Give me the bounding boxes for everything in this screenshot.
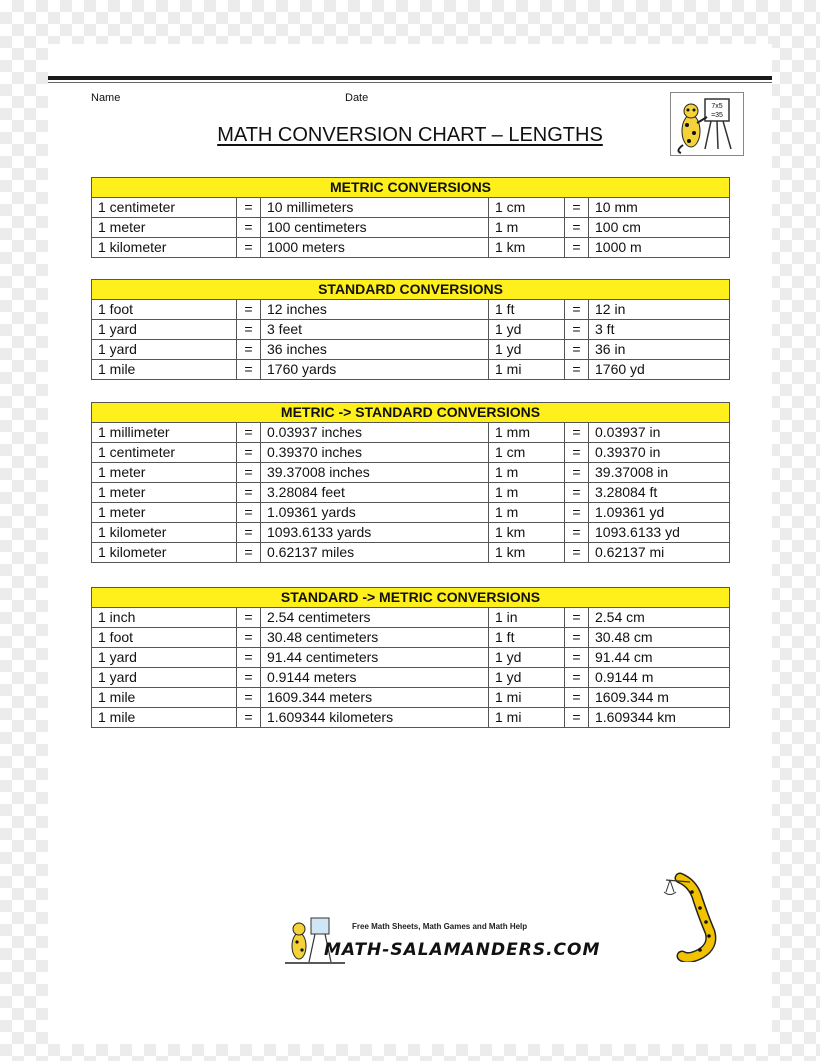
footer-tagline: Free Math Sheets, Math Games and Math Help	[352, 922, 528, 931]
equals-sign: =	[565, 360, 589, 380]
equals-sign: =	[565, 628, 589, 648]
section-header-row	[92, 178, 730, 198]
unit-label: 1 yard	[92, 340, 237, 360]
abbrev-value: 1.609344 km	[589, 708, 730, 728]
metric-conversions-table	[91, 177, 730, 258]
equals-sign: =	[237, 608, 261, 628]
name-label: Name	[91, 92, 121, 104]
table-row	[92, 503, 730, 523]
equals-sign: =	[237, 543, 261, 563]
unit-label: 1 inch	[92, 608, 237, 628]
table-row	[92, 360, 730, 380]
equals-sign: =	[237, 340, 261, 360]
equals-sign: =	[237, 300, 261, 320]
unit-abbrev: 1 cm	[489, 443, 565, 463]
equivalent-value: 0.39370 inches	[261, 443, 489, 463]
equals-sign: =	[237, 463, 261, 483]
salamander-scale-illustration	[660, 870, 740, 962]
abbrev-value: 0.39370 in	[589, 443, 730, 463]
abbrev-value: 36 in	[589, 340, 730, 360]
table-row	[92, 608, 730, 628]
unit-abbrev: 1 mi	[489, 688, 565, 708]
salamander-teacher-logo	[670, 92, 744, 156]
table-row	[92, 688, 730, 708]
equals-sign: =	[237, 423, 261, 443]
section-title: METRIC CONVERSIONS	[92, 178, 730, 198]
equals-sign: =	[237, 648, 261, 668]
table-row	[92, 523, 730, 543]
standard-to-metric-table	[91, 587, 730, 728]
section-header-row	[92, 280, 730, 300]
unit-label: 1 meter	[92, 503, 237, 523]
unit-abbrev: 1 m	[489, 463, 565, 483]
table-row	[92, 423, 730, 443]
equals-sign: =	[565, 443, 589, 463]
section-header-row	[92, 588, 730, 608]
unit-label: 1 mile	[92, 708, 237, 728]
table-row	[92, 238, 730, 258]
unit-abbrev: 1 km	[489, 523, 565, 543]
equals-sign: =	[237, 668, 261, 688]
equals-sign: =	[237, 688, 261, 708]
top-rule-thin	[48, 82, 772, 83]
unit-label: 1 centimeter	[92, 198, 237, 218]
table-row	[92, 483, 730, 503]
unit-label: 1 kilometer	[92, 523, 237, 543]
equals-sign: =	[237, 320, 261, 340]
equivalent-value: 39.37008 inches	[261, 463, 489, 483]
abbrev-value: 1093.6133 yd	[589, 523, 730, 543]
abbrev-value: 3 ft	[589, 320, 730, 340]
equals-sign: =	[237, 443, 261, 463]
table-row	[92, 543, 730, 563]
table-row	[92, 668, 730, 688]
equals-sign: =	[565, 543, 589, 563]
equals-sign: =	[237, 503, 261, 523]
logo-math-line-2: =35	[711, 112, 723, 119]
equals-sign: =	[237, 523, 261, 543]
equals-sign: =	[237, 238, 261, 258]
equals-sign: =	[237, 198, 261, 218]
unit-abbrev: 1 cm	[489, 198, 565, 218]
unit-label: 1 foot	[92, 628, 237, 648]
equals-sign: =	[565, 218, 589, 238]
logo-math-line-1: 7x5	[711, 103, 723, 110]
abbrev-value: 1.09361 yd	[589, 503, 730, 523]
table-row	[92, 463, 730, 483]
equals-sign: =	[565, 523, 589, 543]
table-row	[92, 198, 730, 218]
equivalent-value: 3 feet	[261, 320, 489, 340]
metric-to-standard-table	[91, 402, 730, 563]
equals-sign: =	[565, 483, 589, 503]
unit-label: 1 foot	[92, 300, 237, 320]
abbrev-value: 39.37008 in	[589, 463, 730, 483]
abbrev-value: 0.03937 in	[589, 423, 730, 443]
unit-abbrev: 1 mi	[489, 360, 565, 380]
section-title: METRIC -> STANDARD CONVERSIONS	[92, 403, 730, 423]
equivalent-value: 0.9144 meters	[261, 668, 489, 688]
abbrev-value: 100 cm	[589, 218, 730, 238]
unit-label: 1 kilometer	[92, 238, 237, 258]
equals-sign: =	[565, 320, 589, 340]
unit-label: 1 meter	[92, 218, 237, 238]
unit-label: 1 yard	[92, 648, 237, 668]
unit-abbrev: 1 mi	[489, 708, 565, 728]
equivalent-value: 1.09361 yards	[261, 503, 489, 523]
abbrev-value: 1609.344 m	[589, 688, 730, 708]
abbrev-value: 3.28084 ft	[589, 483, 730, 503]
unit-abbrev: 1 km	[489, 543, 565, 563]
equivalent-value: 0.62137 miles	[261, 543, 489, 563]
unit-label: 1 yard	[92, 668, 237, 688]
equals-sign: =	[565, 238, 589, 258]
equivalent-value: 2.54 centimeters	[261, 608, 489, 628]
equivalent-value: 1.609344 kilometers	[261, 708, 489, 728]
table-row	[92, 300, 730, 320]
equivalent-value: 12 inches	[261, 300, 489, 320]
equivalent-value: 1000 meters	[261, 238, 489, 258]
unit-abbrev: 1 yd	[489, 648, 565, 668]
unit-label: 1 millimeter	[92, 423, 237, 443]
unit-abbrev: 1 ft	[489, 628, 565, 648]
equals-sign: =	[565, 503, 589, 523]
table-row	[92, 320, 730, 340]
unit-label: 1 meter	[92, 483, 237, 503]
unit-label: 1 meter	[92, 463, 237, 483]
abbrev-value: 12 in	[589, 300, 730, 320]
footer-brand: MATH-SALAMANDERS.COM	[324, 940, 601, 960]
equals-sign: =	[565, 668, 589, 688]
equals-sign: =	[237, 628, 261, 648]
equivalent-value: 1093.6133 yards	[261, 523, 489, 543]
unit-abbrev: 1 m	[489, 503, 565, 523]
abbrev-value: 10 mm	[589, 198, 730, 218]
equivalent-value: 10 millimeters	[261, 198, 489, 218]
equivalent-value: 0.03937 inches	[261, 423, 489, 443]
equals-sign: =	[565, 708, 589, 728]
page-title: MATH CONVERSION CHART – LENGTHS	[217, 124, 603, 146]
abbrev-value: 91.44 cm	[589, 648, 730, 668]
equals-sign: =	[237, 218, 261, 238]
equivalent-value: 3.28084 feet	[261, 483, 489, 503]
equals-sign: =	[565, 340, 589, 360]
equivalent-value: 91.44 centimeters	[261, 648, 489, 668]
unit-abbrev: 1 mm	[489, 423, 565, 443]
unit-abbrev: 1 yd	[489, 668, 565, 688]
date-label: Date	[345, 92, 369, 104]
equals-sign: =	[565, 423, 589, 443]
table-row	[92, 628, 730, 648]
abbrev-value: 1000 m	[589, 238, 730, 258]
equals-sign: =	[237, 483, 261, 503]
equals-sign: =	[565, 688, 589, 708]
equals-sign: =	[565, 300, 589, 320]
unit-label: 1 mile	[92, 688, 237, 708]
unit-abbrev: 1 in	[489, 608, 565, 628]
abbrev-value: 2.54 cm	[589, 608, 730, 628]
abbrev-value: 30.48 cm	[589, 628, 730, 648]
section-title: STANDARD CONVERSIONS	[92, 280, 730, 300]
abbrev-value: 0.62137 mi	[589, 543, 730, 563]
equivalent-value: 1609.344 meters	[261, 688, 489, 708]
unit-label: 1 kilometer	[92, 543, 237, 563]
unit-label: 1 yard	[92, 320, 237, 340]
equals-sign: =	[237, 708, 261, 728]
table-row	[92, 218, 730, 238]
equivalent-value: 1760 yards	[261, 360, 489, 380]
table-row	[92, 708, 730, 728]
worksheet-page	[48, 44, 772, 1044]
equivalent-value: 100 centimeters	[261, 218, 489, 238]
equals-sign: =	[565, 648, 589, 668]
table-row	[92, 340, 730, 360]
table-row	[92, 648, 730, 668]
section-header-row	[92, 403, 730, 423]
unit-abbrev: 1 yd	[489, 340, 565, 360]
unit-abbrev: 1 ft	[489, 300, 565, 320]
equals-sign: =	[565, 463, 589, 483]
unit-abbrev: 1 m	[489, 218, 565, 238]
section-title: STANDARD -> METRIC CONVERSIONS	[92, 588, 730, 608]
equals-sign: =	[565, 608, 589, 628]
unit-abbrev: 1 yd	[489, 320, 565, 340]
table-row	[92, 443, 730, 463]
standard-conversions-table	[91, 279, 730, 380]
unit-label: 1 mile	[92, 360, 237, 380]
unit-abbrev: 1 m	[489, 483, 565, 503]
abbrev-value: 1760 yd	[589, 360, 730, 380]
top-rule	[48, 76, 772, 80]
equivalent-value: 36 inches	[261, 340, 489, 360]
equals-sign: =	[565, 198, 589, 218]
equivalent-value: 30.48 centimeters	[261, 628, 489, 648]
abbrev-value: 0.9144 m	[589, 668, 730, 688]
unit-abbrev: 1 km	[489, 238, 565, 258]
unit-label: 1 centimeter	[92, 443, 237, 463]
equals-sign: =	[237, 360, 261, 380]
